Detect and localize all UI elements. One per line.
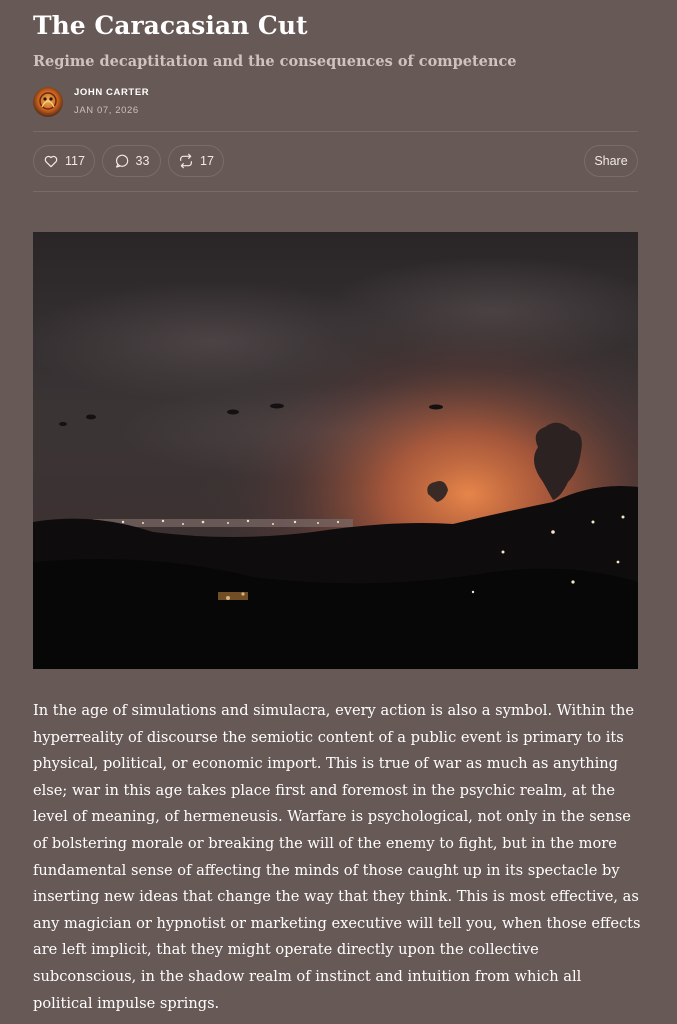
restack-button[interactable] bbox=[168, 145, 224, 177]
heart-icon bbox=[43, 153, 59, 169]
post-actions bbox=[33, 145, 638, 179]
hero-image[interactable] bbox=[33, 232, 638, 669]
post-date: JAN 07, 2026 bbox=[74, 105, 139, 116]
avatar[interactable] bbox=[33, 87, 63, 117]
comment-bubble-icon bbox=[114, 153, 130, 169]
divider-top bbox=[33, 131, 638, 132]
byline bbox=[33, 86, 149, 118]
byline-meta bbox=[74, 87, 149, 117]
restack-count: 17 bbox=[200, 154, 214, 168]
restack-arrows-icon bbox=[178, 153, 194, 169]
article-paragraph: In the age of simulations and simulacra, every action is also a symbol. Within the hyperreality of discourse the semiotic content of a public event is primary to its physical, political, or economic import. This is true of war as much as anything else; war in this age takes place first and foremost in the psychic realm, at the level of meaning, of hermeneusis. Warfare is psychological, not only in the sense of bolstering morale or breaking the will of the enemy to fight, but in the more fundamental sense of affecting the minds of those caught up in its spectacle by inserting new ideas that change the way that they think. This is most effective, as any magician or hypnotist or marketing executive will tell you, when those effects are left implicit, that they might operate directly upon the collective subconscious, in the shadow realm of instinct and intuition from which all political impulse springs. bbox=[33, 702, 641, 1012]
comment-count: 33 bbox=[135, 154, 150, 168]
post-title: The Caracasian Cut bbox=[33, 11, 308, 40]
like-count: 117 bbox=[65, 154, 85, 168]
author-name[interactable]: JOHN CARTER bbox=[74, 87, 150, 98]
comment-button[interactable] bbox=[102, 145, 161, 177]
like-button[interactable] bbox=[33, 145, 95, 177]
share-label: Share bbox=[594, 154, 628, 168]
share-button[interactable] bbox=[584, 145, 638, 177]
post-subtitle: Regime decaptitation and the consequences of competence bbox=[33, 53, 517, 70]
divider-bottom bbox=[33, 191, 638, 192]
